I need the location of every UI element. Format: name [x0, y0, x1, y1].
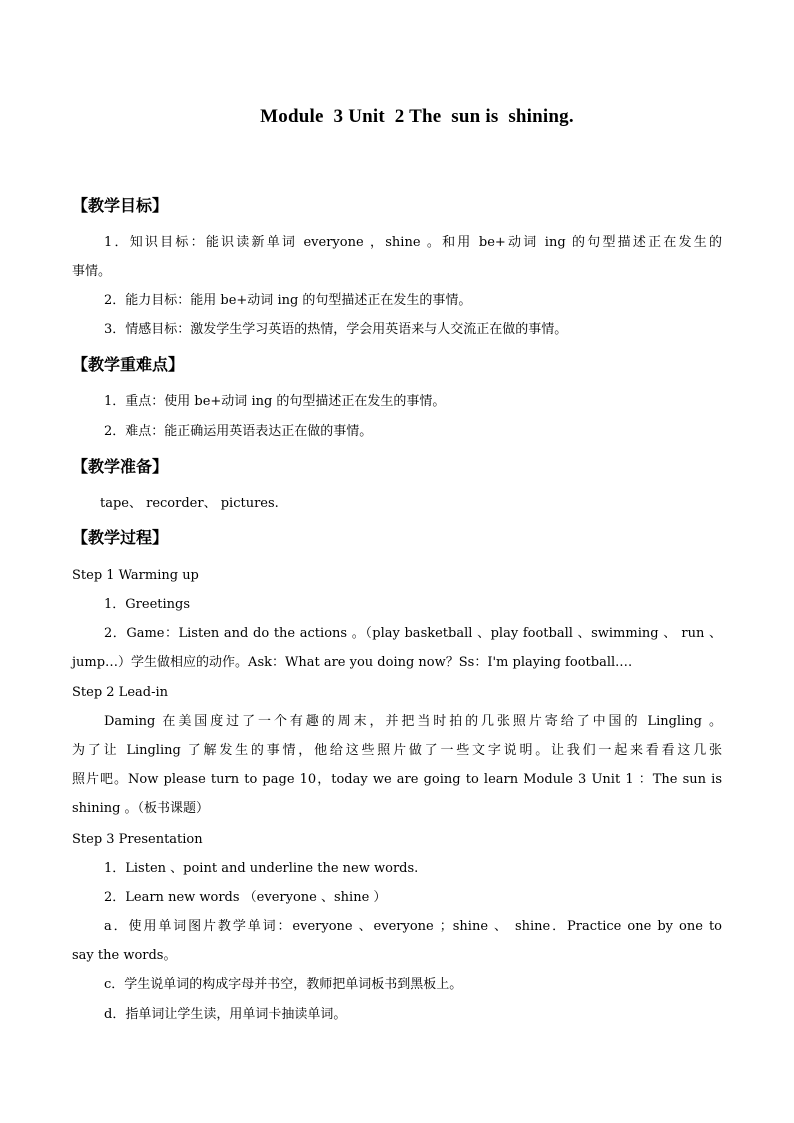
process-line: say the words。	[72, 948, 177, 963]
process-line: 照片吧。Now please turn to page 10，today we are going to learn Module 3 Unit 1 ：The sun is	[72, 772, 722, 787]
objectives-line: 2．能力目标：能用 be+动词 ing 的句型描述正在发生的事情。	[104, 293, 472, 308]
key-points-line: 1．重点：使用 be+动词 ing 的句型描述正在发生的事情。	[104, 394, 446, 409]
process-line: 2．Game：Listen and do the actions 。（play basketball 、play football 、swimming 、 run 、	[104, 626, 722, 641]
step-heading: Step 3 Presentation	[72, 832, 203, 847]
objectives-line: 3．情感目标：激发学生学习英语的热情，学会用英语来与人交流正在做的事情。	[104, 322, 568, 337]
process-line: c．学生说单词的构成字母并书空，教师把单词板书到黑板上。	[104, 977, 463, 992]
section-heading-preparation: 【教学准备】	[72, 457, 169, 476]
step-heading: Step 1 Warming up	[72, 568, 199, 583]
section-heading-key-points: 【教学重难点】	[72, 355, 185, 374]
process-line: shining 。（板书课题）	[72, 801, 210, 816]
process-line: 2．Learn new words （everyone 、shine ）	[104, 890, 387, 905]
objectives-line: 1．知识目标：能识读新单词 everyone ，shine 。和用 be+动词 ing 的句型描述正在发生的	[104, 235, 722, 250]
process-line: 1．Listen 、point and underline the new words.	[104, 861, 419, 876]
preparation-line: tape、 recorder、 pictures.	[100, 496, 279, 511]
process-line: d．指单词让学生读，用单词卡抽读单词。	[104, 1007, 347, 1022]
section-heading-objectives: 【教学目标】	[72, 196, 169, 215]
section-heading-process: 【教学过程】	[72, 528, 169, 547]
process-line: 为了让 Lingling 了解发生的事情，他给这些照片做了一些文字说明。让我们一起来看看这几张	[72, 743, 722, 758]
process-line: Daming 在美国度过了一个有趣的周末，并把当时拍的几张照片寄给了中国的 Lingling 。	[104, 714, 722, 729]
objectives-line: 事情。	[72, 264, 112, 279]
key-points-line: 2．难点：能正确运用英语表达正在做的事情。	[104, 424, 373, 439]
process-line: 1．Greetings	[104, 597, 191, 612]
step-heading: Step 2 Lead-in	[72, 685, 169, 700]
process-line: a．使用单词图片教学单词：everyone 、everyone ；shine 、 shine．Practice one by one to	[104, 919, 722, 934]
document-title: Module 3 Unit 2 The sun is shining.	[260, 106, 574, 127]
process-line: jump…）学生做相应的动作。Ask：What are you doing now？Ss：I'm playing football.…	[72, 655, 633, 670]
